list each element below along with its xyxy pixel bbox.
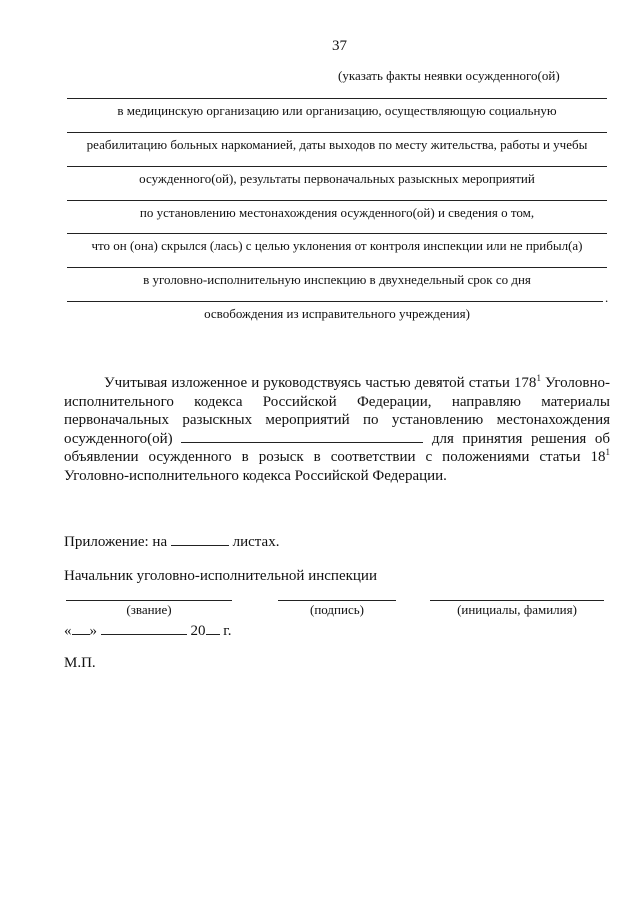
line-end-mark: . — [605, 290, 609, 305]
year-blank — [206, 622, 220, 635]
paragraph-line: Учитывая изложенное и руководствуясь частью девятой статьи $178^1$ Уголовно- — [104, 373, 610, 391]
date-line: « » 20 г. — [64, 623, 232, 639]
hint-text: что он (она) скрылся (лась) с целью уклонения от контроля инспекции или не прибыл(а) — [91, 238, 583, 253]
sign-caption: (подпись) — [310, 602, 364, 617]
name-blank — [181, 430, 423, 443]
rank-line — [66, 600, 232, 601]
fill-line — [67, 166, 607, 167]
paragraph-line: объявлении осужденного в розыск в соответствии с положениями статьи $18^1$ — [64, 447, 610, 465]
name-caption: (инициалы, фамилия) — [457, 602, 577, 617]
hint-text: освобождения из исправительного учреждения) — [204, 306, 470, 321]
fill-line — [67, 98, 607, 99]
rank-caption: (звание) — [126, 602, 172, 617]
hint-text: реабилитацию больных наркоманией, даты выходов по месту жительства, работы и учебы — [86, 137, 588, 152]
paragraph-line: осужденного(ой) для принятия решения об — [64, 430, 611, 447]
sign-line — [278, 600, 396, 601]
paragraph-line: исполнительного кодекса Российской Федерации, направляю материалы — [64, 393, 610, 410]
page-number: 37 — [332, 38, 347, 54]
hint-text: по установлению местонахождения осужденного(ой) и сведения о том, — [139, 205, 535, 220]
hint-text: (указать факты неявки осужденного(ой) — [338, 68, 560, 83]
fill-line — [67, 267, 607, 268]
day-blank — [72, 622, 90, 635]
paragraph-line: Уголовно-исполнительного кодекса Российской Федерации. — [64, 467, 447, 484]
pages-blank — [171, 533, 229, 546]
fill-line — [67, 200, 607, 201]
fill-line — [67, 233, 607, 234]
stamp-label: М.П. — [64, 655, 96, 671]
fill-line — [67, 301, 603, 302]
month-blank — [101, 622, 187, 635]
hint-text: в уголовно-исполнительную инспекцию в двухнедельный срок со дня — [143, 272, 531, 287]
hint-text: осужденного(ой), результаты первоначальных разыскных мероприятий — [139, 171, 535, 186]
paragraph-line: первоначальных разыскных мероприятий по установлению местонахождения — [64, 412, 610, 428]
hint-text: в медицинскую организацию или организацию, осуществляющую социальную — [117, 103, 557, 118]
main-paragraph — [64, 374, 610, 485]
name-line — [430, 600, 604, 601]
attachment-line: Приложение: на листах. — [64, 534, 280, 550]
fill-line — [67, 132, 607, 133]
signature-head: Начальник уголовно-исполнительной инспекции — [64, 568, 377, 584]
